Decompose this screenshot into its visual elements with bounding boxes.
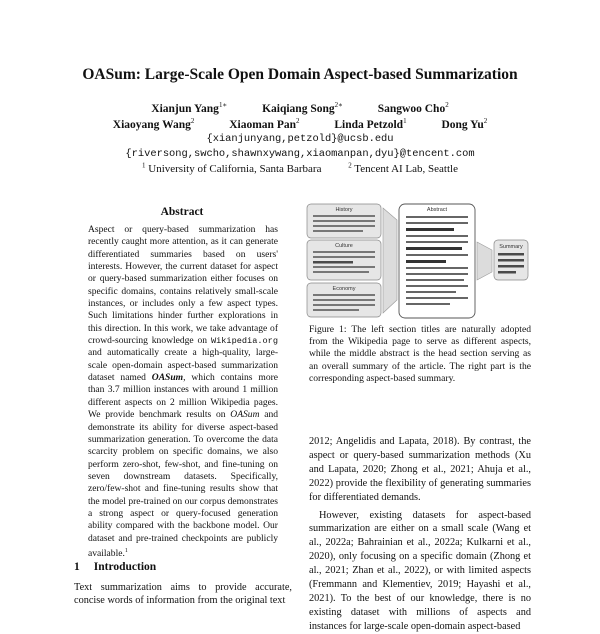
abstract-heading: Abstract xyxy=(160,206,204,218)
figure-1-diagram xyxy=(304,200,530,322)
email-ucsb: {xianjunyang,petzold}@ucsb.edu xyxy=(206,133,394,145)
right-column-text xyxy=(309,435,531,634)
paragraph: However, existing datasets for aspect-based summarization are either on a small scale (Wang et al., 2022a; Bahrainian et al., 2022a; Kulkarni et al., 2020), only focusing on a specific domain (Zhong et al., 2021; Zhan et al., 2022), or with limited aspects (Fremmann and Klementiev, 2019; Hayashi et al., 2021). To the best of our knowledge, there is no existing dataset with millions of aspects and instances for large-scale open-domain aspect-based xyxy=(309,509,531,632)
author: Linda Petzold$^1$ xyxy=(334,117,407,131)
section-heading-introduction: 1 Introduction xyxy=(74,561,157,573)
author: Xiaoyang Wang$^2$ xyxy=(112,117,195,131)
right-arrow-connector xyxy=(477,242,492,280)
author: Sangwoo Cho$^2$ xyxy=(377,101,449,115)
author-row-2 xyxy=(0,117,600,131)
left-arrow-connector xyxy=(383,208,397,313)
summary-label: Summary xyxy=(499,244,523,250)
culture-label: Culture xyxy=(335,243,353,249)
affiliations xyxy=(0,161,600,175)
author: Kaiqiang Song$^{2∗}$ xyxy=(262,101,343,115)
author-row-1 xyxy=(0,101,600,115)
abstract-box-label: Abstract xyxy=(426,207,448,213)
email-tencent: {riversong,swcho,shawnxywang,xiaomanpan,dyu}@tencent.com xyxy=(125,148,475,160)
paragraph: 2012; Angelidis and Lapata, 2018). By contrast, the aspect or query-based summarization methods (Xu and Lapata, 2020; Zhong et al., 2021; Ahuja et al., 2022) provide the flexibility of generating summaries for differentiated demands. xyxy=(309,436,531,503)
history-label: History xyxy=(335,207,353,213)
figure-1-caption: Figure 1: The left section titles are naturally adopted from the Wikipedia page to serve as different aspects, while the middle abstract is the head section serving as an overall summary of the article. The right part is the corresponding aspect-based summary. xyxy=(309,324,531,384)
economy-label: Economy xyxy=(332,286,356,292)
introduction-text: Text summarization aims to provide accurate, concise words of information from the original text xyxy=(74,582,292,606)
affiliation: $^2$ Tencent AI Lab, Seattle xyxy=(348,161,458,175)
abstract-text: Aspect or query-based summarization has recently caught more attention, as it can generate differentiated summaries based on users' interests. However, the current dataset for aspect or query-based summarization either focuses on specific domains, contains relatively small-scale instances, or includes only a few aspect types. Such limitations hinder further explorations in this direction. In this work, we take advantage of crowd-sourcing knowledge on Wikipedia.org and automatically create a high-quality, large-scale open-domain aspect-based summarization dataset named OASum, which contains more than 3.7 million instances with around 1 million different aspects on 2 million Wikipedia pages. We provide benchmark results on OASum and demonstrate its ability for diverse aspect-based summarization generation. To overcome the data scarcity problem on specific domains, we also perform zero-shot, few-shot, and fine-tuning on seven downstream datasets. Specifically, zero/few-shot and fine-tuning results show that the model pre-trained on our corpus demonstrates a strong aspect or query-focused generation ability compared with the backbone model. Our dataset and pre-trained checkpoints are publicly available.$^1$ xyxy=(88,224,279,560)
author: Dong Yu$^2$ xyxy=(441,117,488,131)
paper-title: OASum: Large-Scale Open Domain Aspect-based Summarization xyxy=(82,66,518,83)
affiliation: $^1$ University of California, Santa Barbara xyxy=(142,161,322,175)
author: Xianjun Yang$^{1∗}$ xyxy=(151,101,228,115)
author: Xiaoman Pan$^2$ xyxy=(229,117,300,131)
